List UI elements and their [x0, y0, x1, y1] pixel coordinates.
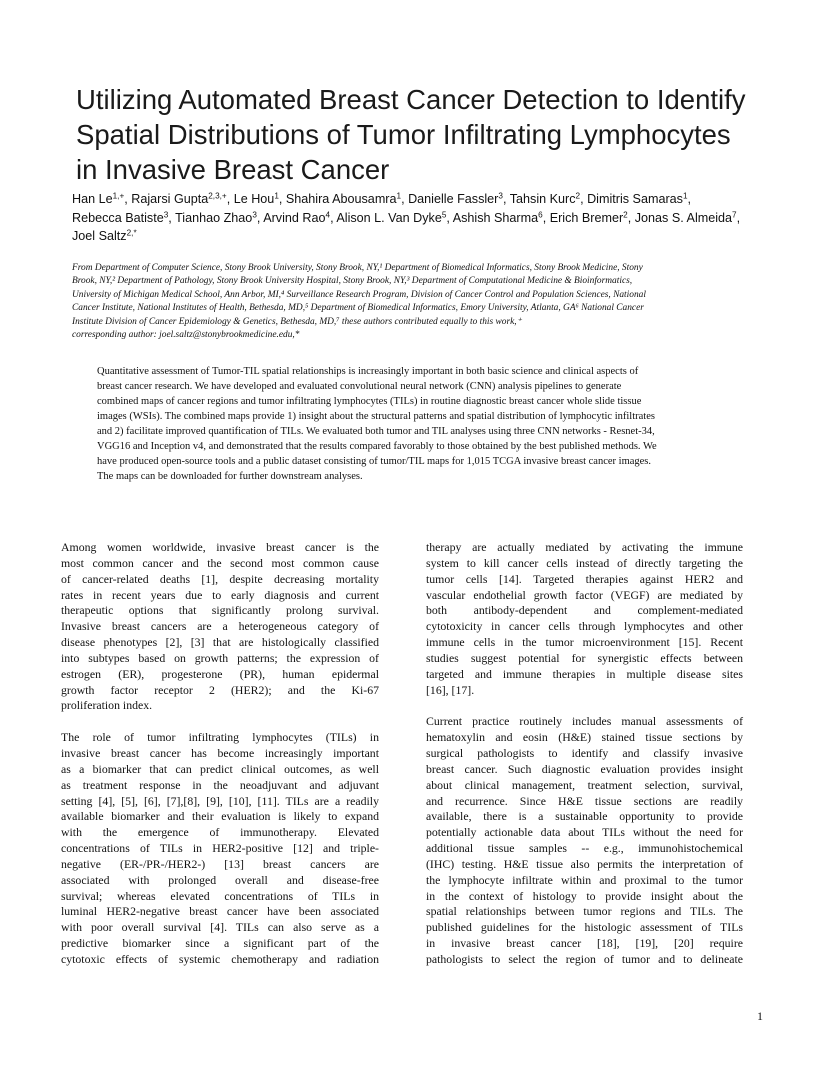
- text-line: published guidelines for the histologic assessment of TILs: [426, 920, 743, 935]
- author: Tianhao Zhao$^3$,: [175, 210, 264, 225]
- text-line: hematoxylin and eosin (H&E) stained tissue sections by: [426, 730, 743, 745]
- text-line: From Department of Computer Science, Stony Brook University, Stony Brook, NY,¹ Department of Biomedical Informatics, Stony Brook Medicine, Stony: [72, 263, 643, 273]
- text-line: tumor cells [14]. Targeted therapies against HER2 and: [426, 571, 743, 586]
- author: Alison L. Van Dyke$^5$,: [336, 210, 453, 225]
- text-line: growth factor receptor 2 (HER2); and the Ki-67: [61, 682, 379, 697]
- author: Dimitris Samaras$^1$,: [587, 191, 692, 206]
- text-line: survival; whereas elevated concentrations of TILs in: [61, 888, 379, 903]
- author: Rajarsi Gupta$^{2,3,+}$,: [131, 191, 234, 206]
- paper-title: [76, 82, 766, 187]
- paragraph: [61, 540, 379, 714]
- title-line: Utilizing Automated Breast Cancer Detection to Identify: [76, 84, 746, 115]
- author: Rebecca Batiste$^3$,: [72, 210, 176, 225]
- author: Arvind Rao$^4$,: [263, 210, 337, 225]
- text-line: Institute Division of Cancer Epidemiology & Genetics, Bethesda, MD,⁷ these authors contributed equally to this work,⁺: [72, 316, 522, 327]
- text-line: have produced open-source tools and a public dataset consisting of tumor/TIL maps for 1,015 TCGA invasive breast cancer images.: [97, 456, 652, 467]
- affiliations: [72, 262, 772, 342]
- title-line: Spatial Distributions of Tumor Infiltrating Lymphocytes: [76, 119, 731, 150]
- text-line: additional tissue samples -- e.g., immunohistochemical: [426, 841, 743, 856]
- text-line: proliferation index.: [61, 698, 153, 713]
- author: Tahsin Kurc$^2$,: [509, 191, 588, 206]
- text-line: potentially actionable data about TILs without the need for: [426, 825, 743, 840]
- text-line: as a biomarker that can predict clinical outcomes, as well: [61, 761, 379, 776]
- text-line: and 2) facilitate improved quantification of TILs. We evaluated both tumor and TIL analyses using three CNN networks - Resnet-34,: [97, 426, 655, 437]
- text-line: in the context of histology to provide insight about the: [426, 888, 743, 903]
- text-line: with poor overall survival [4]. TILs can also serve as a: [61, 920, 379, 935]
- text-line: surgical pathologists to identify and classify invasive: [426, 745, 743, 760]
- text-line: disease phenotypes [2], [3] that are histologically classified: [61, 635, 379, 650]
- text-line: Brook, NY,² Department of Pathology, Stony Brook University Hospital, Stony Brook, NY,³ Department of Computational Medicine & Bioinformatics,: [72, 276, 633, 287]
- text-line: [16], [17].: [426, 682, 475, 697]
- text-line: rates in recent years due to early diagnosis and current: [61, 587, 379, 602]
- text-line: estrogen (ER), progesterone (PR), human epidermal: [61, 666, 379, 681]
- body-column-left: [61, 540, 379, 968]
- text-line: (IHC) testing. H&E tissue also permits the interpretation of: [426, 856, 743, 871]
- text-line: The role of tumor infiltrating lymphocytes (TILs) in: [61, 730, 379, 745]
- text-line: of cancer-related deaths [1], despite decreasing mortality: [61, 571, 379, 586]
- text-line: therapy are actually mediated by activating the immune: [426, 540, 743, 554]
- text-line: Current practice routinely includes manual assessments of: [426, 714, 743, 729]
- text-line: targeted and immune therapies in multiple disease sites: [426, 666, 743, 681]
- text-line: luminal HER2-negative breast cancer have been associated: [61, 904, 379, 919]
- text-line: The maps can be downloaded for further downstream analyses.: [97, 471, 363, 482]
- text-line: both antibody-dependent and complement-mediated: [426, 603, 743, 618]
- text-line: breast cancer research. We have developed and evaluated convolutional neural network (CNN) analysis pipelines to generate: [97, 381, 622, 392]
- text-line: invasive breast cancer has become increasingly important: [61, 745, 379, 760]
- text-line: Invasive breast cancers are a heterogeneous category of: [61, 619, 379, 634]
- text-line: combined maps of cancer regions and tumor infiltrating lymphocytes (TILs) in routine diagnostic breast cancer whole slide tissue: [97, 396, 642, 407]
- author: Ashish Sharma$^6$,: [452, 210, 550, 225]
- text-line: images (WSIs). The combined maps provide 1) insight about the structural patterns and spatial distribution of lymphocytic infiltrates: [97, 411, 655, 422]
- text-line: with the emergence of immunotherapy. Elevated: [61, 825, 379, 840]
- author: Shahira Abousamra$^1$,: [285, 191, 409, 206]
- text-line: about clinical management, treatment selection, survival,: [426, 777, 743, 792]
- text-line: available, there is a sustainable opportunity to provide: [426, 809, 743, 824]
- text-line: Cancer Institute, National Institutes of Health, Bethesda, MD,⁵ Department of Biomedical Informatics, Emory University, Atlanta, GA⁶ National Cancer: [72, 303, 644, 314]
- abstract: [97, 364, 743, 484]
- text-line: cytotoxic effects of systemic chemotherapy and radiation: [61, 951, 379, 966]
- text-line: pathologists to select the region of tumor and to delineate: [426, 951, 743, 966]
- author: Erich Bremer$^2$,: [549, 210, 635, 225]
- text-line: vascular endothelial growth factor (VEGF) are mediated by: [426, 587, 743, 602]
- text-line: Quantitative assessment of Tumor-TIL spatial relationships is increasingly important in both basic science and clinical aspects of: [97, 366, 639, 377]
- author: Jonas S. Almeida$^7$,: [634, 210, 741, 225]
- author-list: [72, 190, 772, 246]
- text-line: studies suggest potential for synergistic effects between: [426, 650, 743, 665]
- text-line: therapeutic options that significantly prolong survival.: [61, 603, 379, 618]
- page-number: 1: [757, 1009, 763, 1023]
- text-line: in invasive breast cancer [18], [19], [20] require: [426, 936, 743, 951]
- text-line: breast cancer. Such diagnostic evaluation provides insight: [426, 761, 743, 776]
- paragraph: [426, 714, 743, 968]
- text-line: associated with prolonged overall and disease-free: [61, 872, 379, 887]
- text-line: cytotoxicity in cancer cells through lymphocytes and other: [426, 619, 743, 634]
- paragraph: [61, 730, 379, 968]
- author: Le Hou$^1$,: [233, 191, 286, 206]
- text-line: as treatment response in the neoadjuvant and adjuvant: [61, 777, 379, 792]
- text-line: spatial relationships between tumor regions and TILs. The: [426, 904, 743, 919]
- text-line: predictive biomarker since a significant part of the: [61, 936, 379, 951]
- body-column-right: [426, 540, 743, 968]
- text-line: system to kill cancer cells instead of directly targeting the: [426, 555, 743, 570]
- text-line: concentrations of TILs in HER2-positive [12] and triple-: [61, 841, 379, 856]
- text-line: VGG16 and Inception v4, and demonstrated that the results compared favorably to those obtained by the best published methods. We: [97, 441, 657, 452]
- text-line: most common cancer and the second most common cause: [61, 555, 379, 570]
- text-line: Among women worldwide, invasive breast cancer is the: [61, 540, 379, 554]
- author: Danielle Fassler$^3$,: [408, 191, 510, 206]
- text-line: available biomarker and their evaluation is likely to expand: [61, 809, 379, 824]
- author: Joel Saltz$^{2,*}$: [72, 228, 137, 243]
- text-line: the lymphocyte infiltrate within and proximal to the tumor: [426, 872, 743, 887]
- text-line: corresponding author: joel.saltz@stonybrookmedicine.edu,*: [72, 330, 300, 341]
- text-line: setting [4], [5], [6], [7],[8], [9], [10], [11]. TILs are a readily: [61, 793, 379, 808]
- text-line: negative (ER-/PR-/HER2-) [13] breast cancers are: [61, 856, 379, 871]
- text-line: and recurrence. Since H&E tissue sections are readily: [426, 793, 743, 808]
- text-line: University of Michigan Medical School, Ann Arbor, MI,⁴ Surveillance Research Program, Division of Cancer Control and Population Sciences, National: [72, 289, 646, 300]
- text-line: immune cells in the tumor microenvironment [15]. Recent: [426, 635, 743, 650]
- title-line: in Invasive Breast Cancer: [76, 154, 390, 185]
- text-line: into subtypes based on growth patterns; the expression of: [61, 650, 379, 665]
- paragraph: [426, 540, 743, 698]
- author: Han $Le^{1,+}$,: [72, 191, 132, 206]
